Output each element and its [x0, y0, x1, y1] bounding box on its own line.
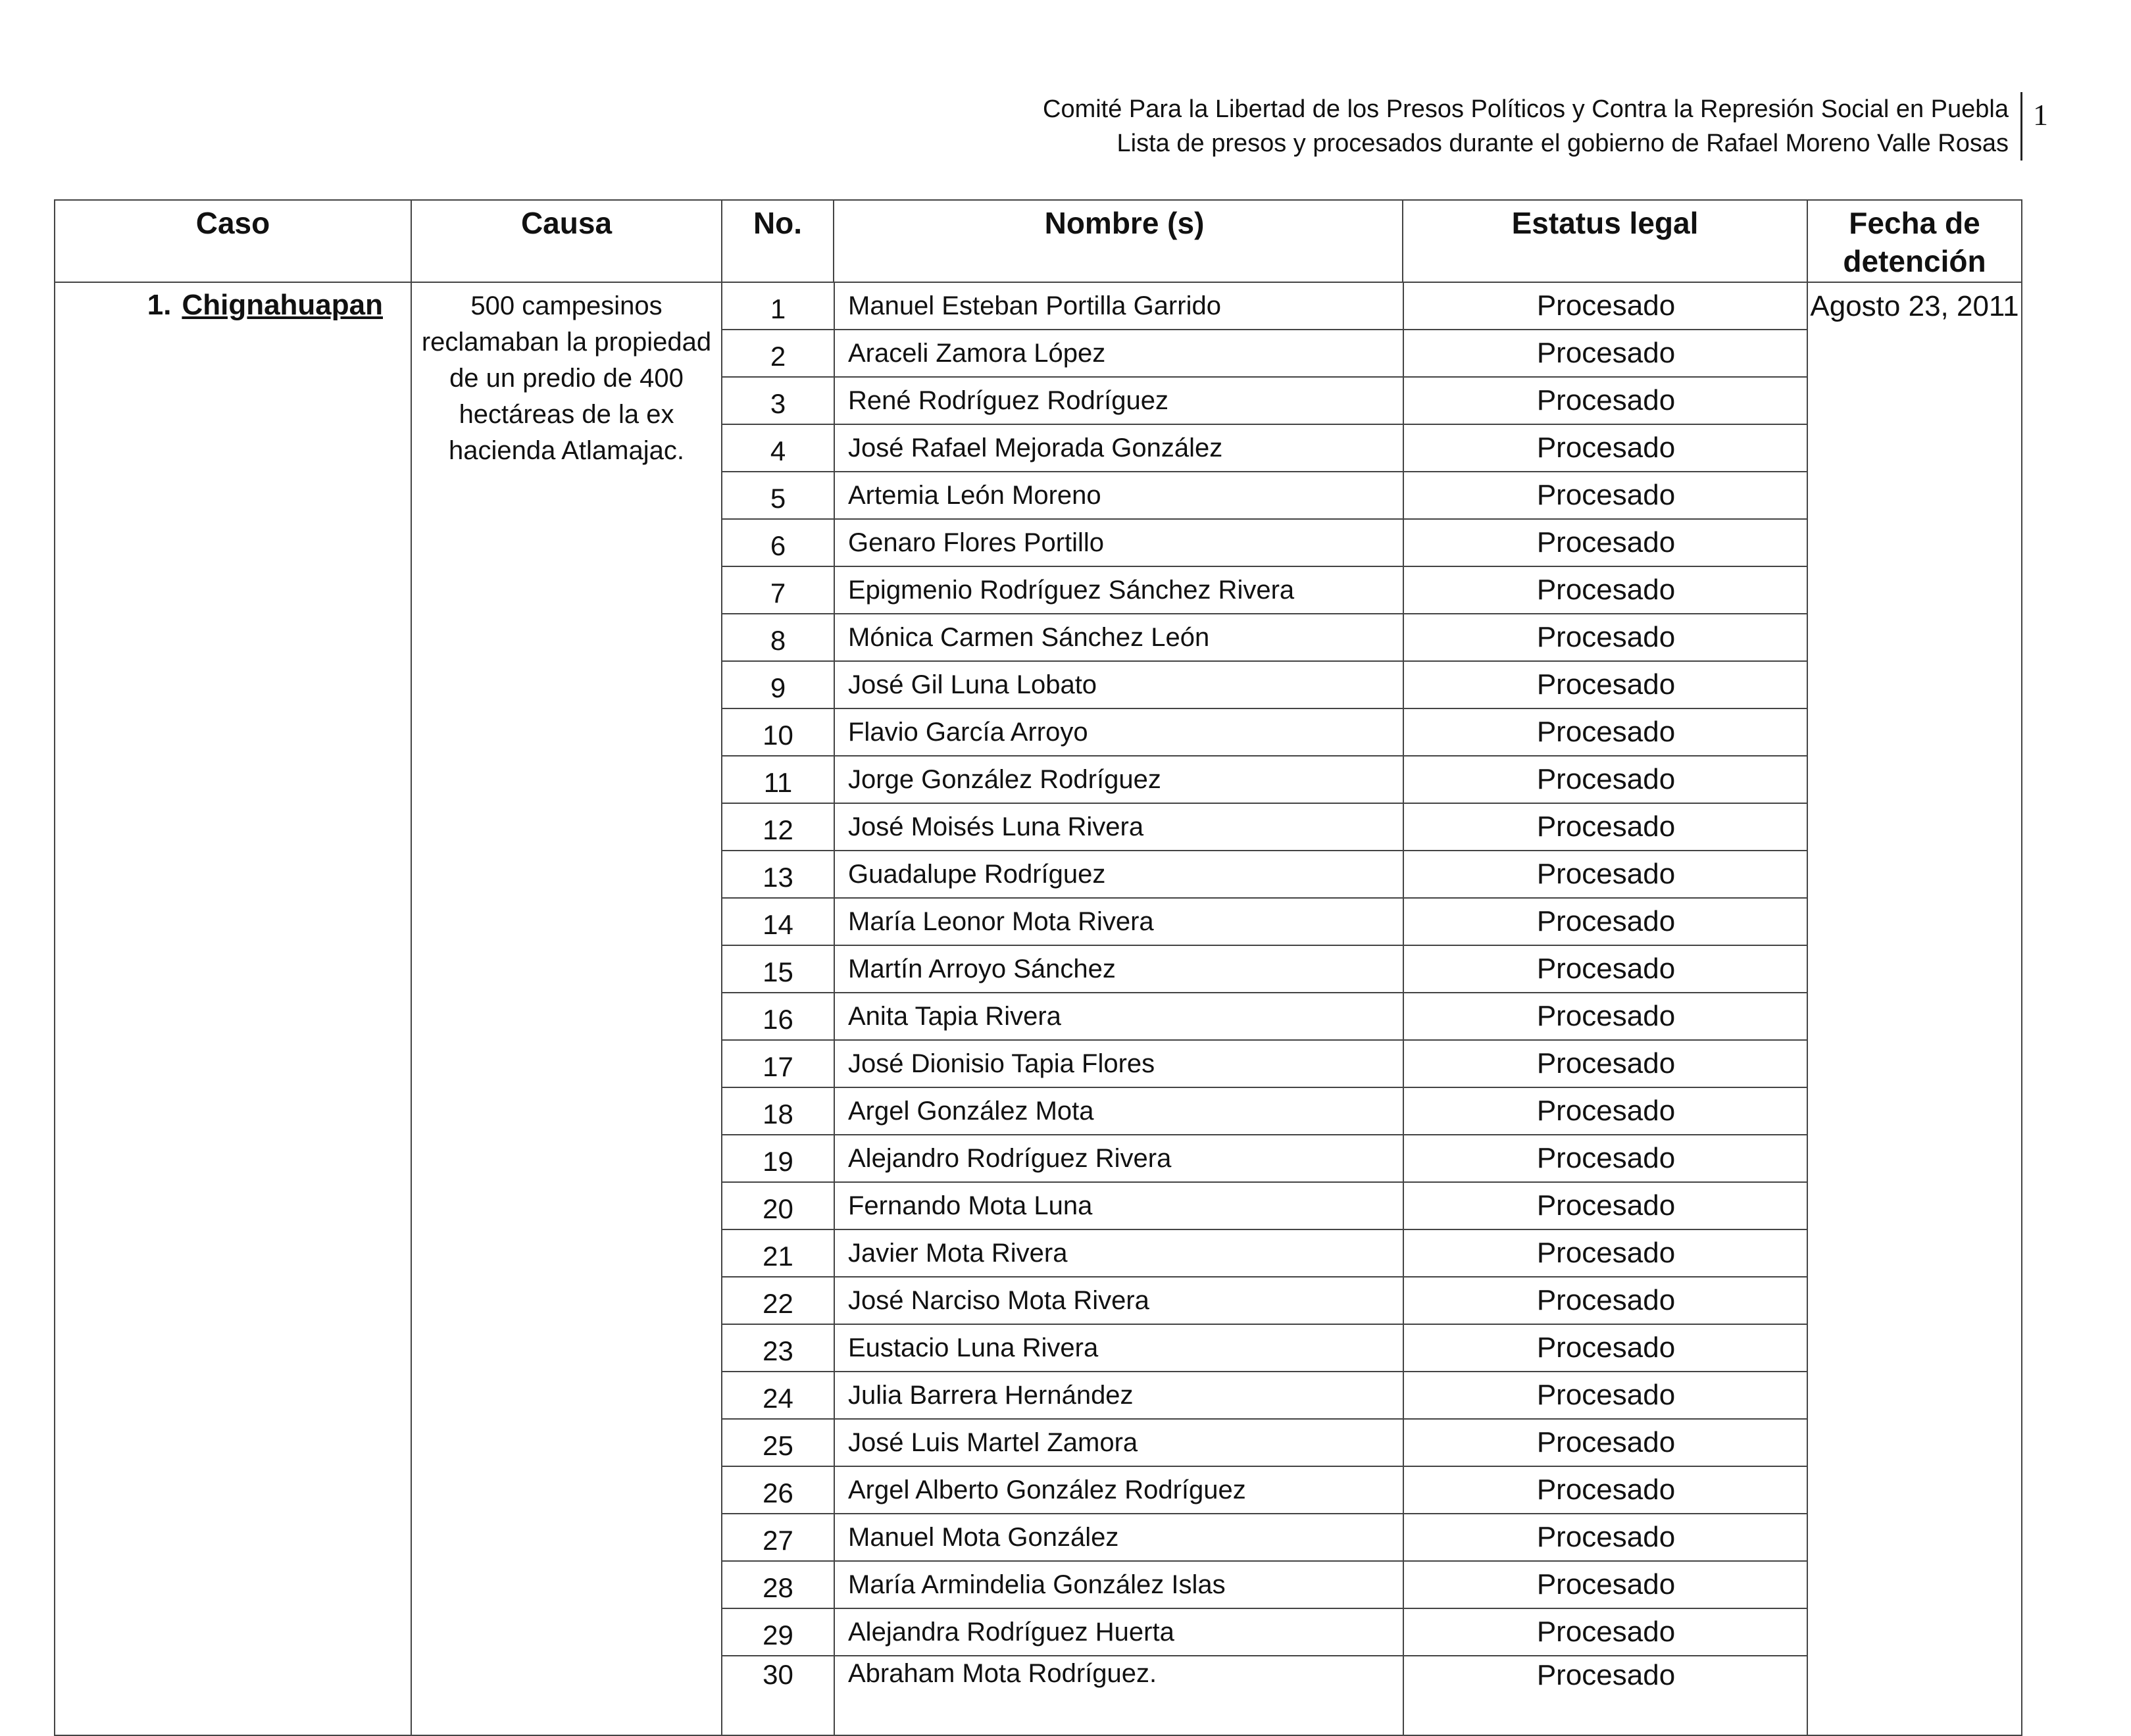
page-number: 1 [2033, 98, 2048, 132]
detainee-name: Eustacio Luna Rivera [834, 1324, 1403, 1372]
legal-status: Procesado [1403, 377, 1808, 424]
row-number: 30 [722, 1656, 834, 1735]
case-cell [55, 282, 411, 1735]
legal-status: Procesado [1403, 661, 1808, 708]
prisoners-table [54, 199, 2022, 1736]
case-number: 1. [147, 289, 172, 321]
table-row [722, 1372, 1808, 1419]
detainee-name: Javier Mota Rivera [834, 1229, 1403, 1277]
legal-status: Procesado [1403, 1561, 1808, 1608]
detainee-name: José Gil Luna Lobato [834, 661, 1403, 708]
row-number: 2 [722, 330, 834, 377]
legal-status: Procesado [1403, 1040, 1808, 1087]
row-number: 26 [722, 1466, 834, 1514]
legal-status: Procesado [1403, 1182, 1808, 1229]
legal-status: Procesado [1403, 472, 1808, 519]
table-row [722, 945, 1808, 993]
row-number: 3 [722, 377, 834, 424]
table-row [722, 1419, 1808, 1466]
row-number: 5 [722, 472, 834, 519]
detainee-name: Epigmenio Rodríguez Sánchez Rivera [834, 566, 1403, 614]
row-number: 7 [722, 566, 834, 614]
case-name: Chignahuapan [182, 289, 383, 321]
legal-status: Procesado [1403, 1324, 1808, 1372]
table-row [722, 1182, 1808, 1229]
legal-status: Procesado [1403, 708, 1808, 756]
detainee-name: José Luis Martel Zamora [834, 1419, 1403, 1466]
detainee-name: Alejandra Rodríguez Huerta [834, 1608, 1403, 1656]
row-number: 24 [722, 1372, 834, 1419]
legal-status: Procesado [1403, 566, 1808, 614]
table-row [722, 1466, 1808, 1514]
legal-status: Procesado [1403, 1372, 1808, 1419]
legal-status: Procesado [1403, 993, 1808, 1040]
legal-status: Procesado [1536, 1659, 1676, 1691]
detainee-name: José Dionisio Tapia Flores [834, 1040, 1403, 1087]
table-row [722, 1608, 1808, 1656]
detainee-name: Julia Barrera Hernández [834, 1372, 1403, 1419]
case-row [55, 282, 2022, 1735]
table-row [722, 472, 1808, 519]
detainee-name: Argel González Mota [834, 1087, 1403, 1135]
column-header-nombre: Nombre (s) [834, 200, 1403, 282]
detainee-name: Alejandro Rodríguez Rivera [834, 1135, 1403, 1182]
table-row [722, 1561, 1808, 1608]
row-number: 8 [722, 614, 834, 661]
table-row [722, 898, 1808, 945]
row-number: 1 [722, 283, 834, 330]
detainee-name: José Rafael Mejorada González [834, 424, 1403, 472]
column-header-no: No. [722, 200, 834, 282]
case-cause: 500 campesinos reclamaban la propiedad de un predio de 400 hectáreas de la ex hacienda Atlamajac. [411, 282, 722, 1735]
detainee-name: Anita Tapia Rivera [834, 993, 1403, 1040]
detainee-name: José Narciso Mota Rivera [834, 1277, 1403, 1324]
row-number: 6 [722, 519, 834, 566]
row-number: 18 [722, 1087, 834, 1135]
detainee-name: René Rodríguez Rodríguez [834, 377, 1403, 424]
legal-status: Procesado [1403, 756, 1808, 803]
legal-status: Procesado [1403, 519, 1808, 566]
legal-status: Procesado [1403, 283, 1808, 330]
detainee-name: Artemia León Moreno [834, 472, 1403, 519]
row-number: 9 [722, 661, 834, 708]
row-number: 14 [722, 898, 834, 945]
row-number: 22 [722, 1277, 834, 1324]
table-row [722, 566, 1808, 614]
table-row [722, 661, 1808, 708]
row-number: 10 [722, 708, 834, 756]
table-row [722, 1514, 1808, 1561]
row-number: 11 [722, 756, 834, 803]
detainee-name: Guadalupe Rodríguez [834, 851, 1403, 898]
row-number: 13 [722, 851, 834, 898]
column-header-fecha: Fecha de detención [1807, 200, 2022, 282]
row-number: 21 [722, 1229, 834, 1277]
legal-status: Procesado [1403, 1608, 1808, 1656]
legal-status: Procesado [1403, 614, 1808, 661]
table-row [722, 851, 1808, 898]
detainee-name: María Leonor Mota Rivera [834, 898, 1403, 945]
legal-status: Procesado [1403, 1277, 1808, 1324]
detainee-name: Abraham Mota Rodríguez. [834, 1656, 1403, 1735]
legal-status: Procesado [1403, 1135, 1808, 1182]
row-number: 27 [722, 1514, 834, 1561]
column-header-estatus: Estatus legal [1403, 200, 1807, 282]
table-row [722, 1324, 1808, 1372]
detainee-name: Fernando Mota Luna [834, 1182, 1403, 1229]
table-row [722, 708, 1808, 756]
table-row [722, 803, 1808, 851]
legal-status: Procesado [1403, 1466, 1808, 1514]
detainees-table [722, 283, 1808, 1735]
detainees-list [722, 282, 1807, 1735]
legal-status: Procesado [1403, 424, 1808, 472]
column-header-caso: Caso [55, 200, 411, 282]
table-row [722, 993, 1808, 1040]
header-committee-name: Comité Para la Libertad de los Presos Políticos y Contra la Represión Social en Puebla [1043, 95, 2009, 123]
row-number: 16 [722, 993, 834, 1040]
detainee-name: Genaro Flores Portillo [834, 519, 1403, 566]
row-number: 12 [722, 803, 834, 851]
row-number: 19 [722, 1135, 834, 1182]
row-number: 23 [722, 1324, 834, 1372]
column-header-causa: Causa [411, 200, 722, 282]
legal-status: Procesado [1403, 851, 1808, 898]
detainee-name: Argel Alberto González Rodríguez [834, 1466, 1403, 1514]
legal-status: Procesado [1403, 945, 1808, 993]
table-row [722, 614, 1808, 661]
detainee-name: Martín Arroyo Sánchez [834, 945, 1403, 993]
table-header-row [55, 200, 2022, 282]
header-list-title: Lista de presos y procesados durante el gobierno de Rafael Moreno Valle Rosas [1116, 130, 2009, 157]
legal-status: Procesado [1403, 898, 1808, 945]
table-row [722, 756, 1808, 803]
detainee-name: José Moisés Luna Rivera [834, 803, 1403, 851]
legal-status: Procesado [1403, 1087, 1808, 1135]
table-row [722, 1277, 1808, 1324]
table-row [722, 1229, 1808, 1277]
legal-status: Procesado [1403, 803, 1808, 851]
table-row [722, 1040, 1808, 1087]
detainee-name: Flavio García Arroyo [834, 708, 1403, 756]
legal-status: Procesado [1403, 1419, 1808, 1466]
table-row [722, 377, 1808, 424]
table-row [722, 1656, 1808, 1735]
row-number: 15 [722, 945, 834, 993]
row-number: 25 [722, 1419, 834, 1466]
table-row [722, 1087, 1808, 1135]
detention-date: Agosto 23, 2011 [1807, 282, 2022, 1735]
document-header [1043, 92, 2022, 161]
table-row [722, 283, 1808, 330]
table-row [722, 519, 1808, 566]
detainee-name: Jorge González Rodríguez [834, 756, 1403, 803]
row-number: 28 [722, 1561, 834, 1608]
legal-status: Procesado [1403, 330, 1808, 377]
table-row [722, 330, 1808, 377]
legal-status: Procesado [1403, 1514, 1808, 1561]
table-row [722, 1135, 1808, 1182]
detainee-name: María Armindelia González Islas [834, 1561, 1403, 1608]
legal-status: Procesado [1403, 1229, 1808, 1277]
detainee-name: Araceli Zamora López [834, 330, 1403, 377]
row-number: 4 [722, 424, 834, 472]
table-row [722, 424, 1808, 472]
detainee-name: Mónica Carmen Sánchez León [834, 614, 1403, 661]
row-number: 29 [722, 1608, 834, 1656]
detainee-name: Manuel Mota González [834, 1514, 1403, 1561]
row-number: 20 [722, 1182, 834, 1229]
row-number: 17 [722, 1040, 834, 1087]
detainee-name: Manuel Esteban Portilla Garrido [834, 283, 1403, 330]
